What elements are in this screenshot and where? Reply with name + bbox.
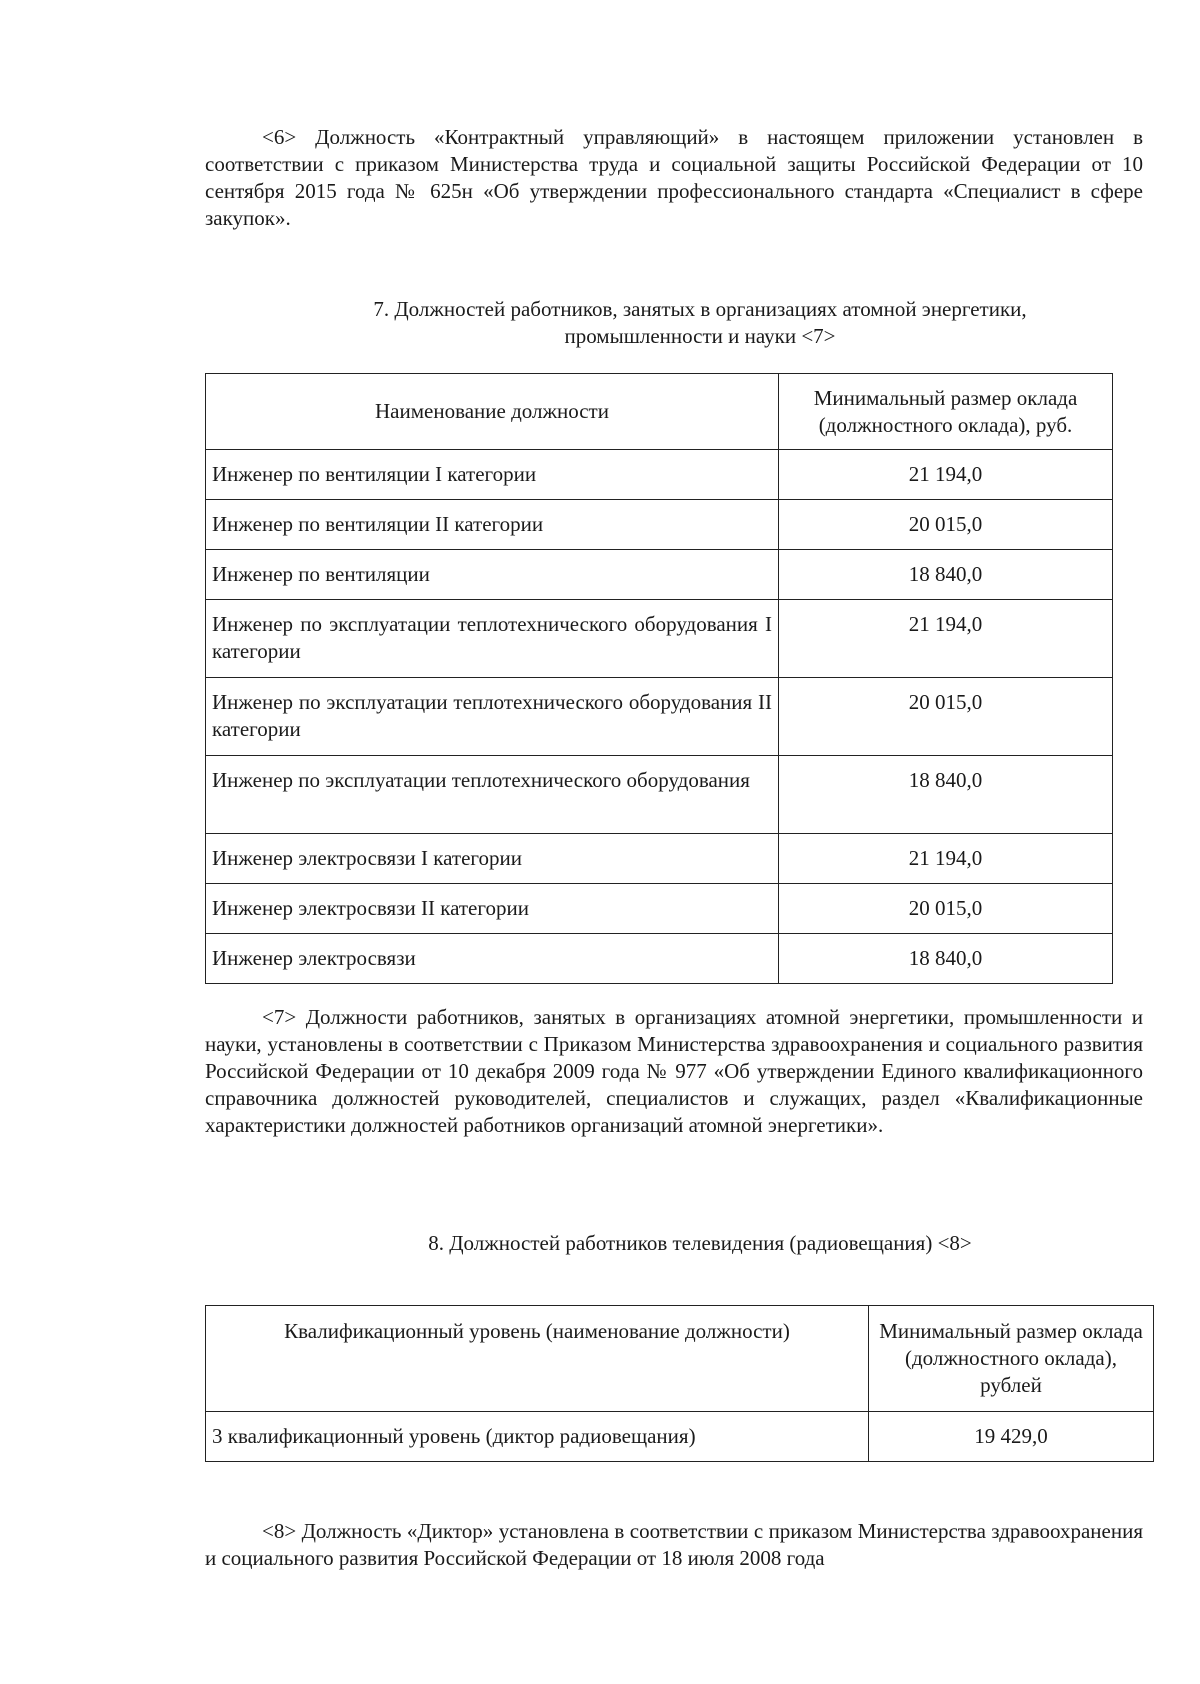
salary-value: 21 194,0 — [779, 600, 1113, 678]
salary-value: 19 429,0 — [869, 1412, 1154, 1462]
footnote-6: <6> Должность «Контрактный управляющий» в настоящем приложении установлен в соответствии с приказом Министерства труда и социальной защиты Российской Федерации от 10 сентября 2015 года № 625н «Об утверждении профессионального стандарта «Специалист в сфере закупок». — [205, 125, 1143, 230]
salary-value: 21 194,0 — [779, 834, 1113, 884]
section-8-title: 8. Должностей работников телевидения (радиовещания) <8> — [428, 1231, 972, 1255]
salary-value: 18 840,0 — [779, 756, 1113, 834]
column-header-salary: Минимальный размер оклада (должностного оклада), рублей — [869, 1306, 1154, 1412]
salary-value: 21 194,0 — [779, 450, 1113, 500]
position-name: Инженер по вентиляции I категории — [206, 450, 779, 500]
section-7-title-line-1: 7. Должностей работников, занятых в организациях атомной энергетики, — [373, 297, 1027, 321]
table-row — [206, 600, 1113, 678]
position-name: Инженер по эксплуатации теплотехнического оборудования II категории — [206, 678, 779, 756]
table-row — [206, 884, 1113, 934]
section-7-table — [205, 373, 1113, 984]
position-name: Инженер электросвязи II категории — [206, 884, 779, 934]
position-name: Инженер по вентиляции II категории — [206, 500, 779, 550]
footnote-7: <7> Должности работников, занятых в организациях атомной энергетики, промышленности и науки, установлены в соответствии с Приказом Министерства здравоохранения и социального развития Российской Федерации от 10 декабря 2009 года № 977 «Об утверждении Единого квалификационного справочника должностей руководителей, специалистов и служащих, раздел «Квалификационные характеристики должностей работников организаций атомной энергетики». — [205, 1005, 1143, 1137]
position-name: 3 квалификационный уровень (диктор радиовещания) — [206, 1412, 869, 1462]
table-row — [206, 1412, 1154, 1462]
position-name: Инженер по эксплуатации теплотехнического оборудования — [206, 756, 779, 834]
table-row — [206, 834, 1113, 884]
position-name: Инженер электросвязи — [206, 934, 779, 984]
table-header-row — [206, 1306, 1154, 1412]
footnote-8: <8> Должность «Диктор» установлена в соответствии с приказом Министерства здравоохранения и социального развития Российской Федерации от 18 июля 2008 года — [205, 1519, 1143, 1570]
table-row — [206, 678, 1113, 756]
table-row — [206, 450, 1113, 500]
position-name: Инженер электросвязи I категории — [206, 834, 779, 884]
column-header-qualification: Квалификационный уровень (наименование должности) — [206, 1306, 869, 1412]
section-7-title-line-2: промышленности и науки <7> — [564, 324, 836, 348]
table-row — [206, 550, 1113, 600]
column-header-salary: Минимальный размер оклада (должностного оклада), руб. — [779, 374, 1113, 450]
table-header-row — [206, 374, 1113, 450]
position-name: Инженер по эксплуатации теплотехнического оборудования I категории — [206, 600, 779, 678]
salary-value: 20 015,0 — [779, 500, 1113, 550]
table-row — [206, 756, 1113, 834]
section-8-table — [205, 1305, 1154, 1462]
table-row — [206, 934, 1113, 984]
salary-value: 20 015,0 — [779, 678, 1113, 756]
column-header-position: Наименование должности — [206, 374, 779, 450]
position-name: Инженер по вентиляции — [206, 550, 779, 600]
salary-value: 20 015,0 — [779, 884, 1113, 934]
salary-value: 18 840,0 — [779, 550, 1113, 600]
table-row — [206, 500, 1113, 550]
salary-value: 18 840,0 — [779, 934, 1113, 984]
